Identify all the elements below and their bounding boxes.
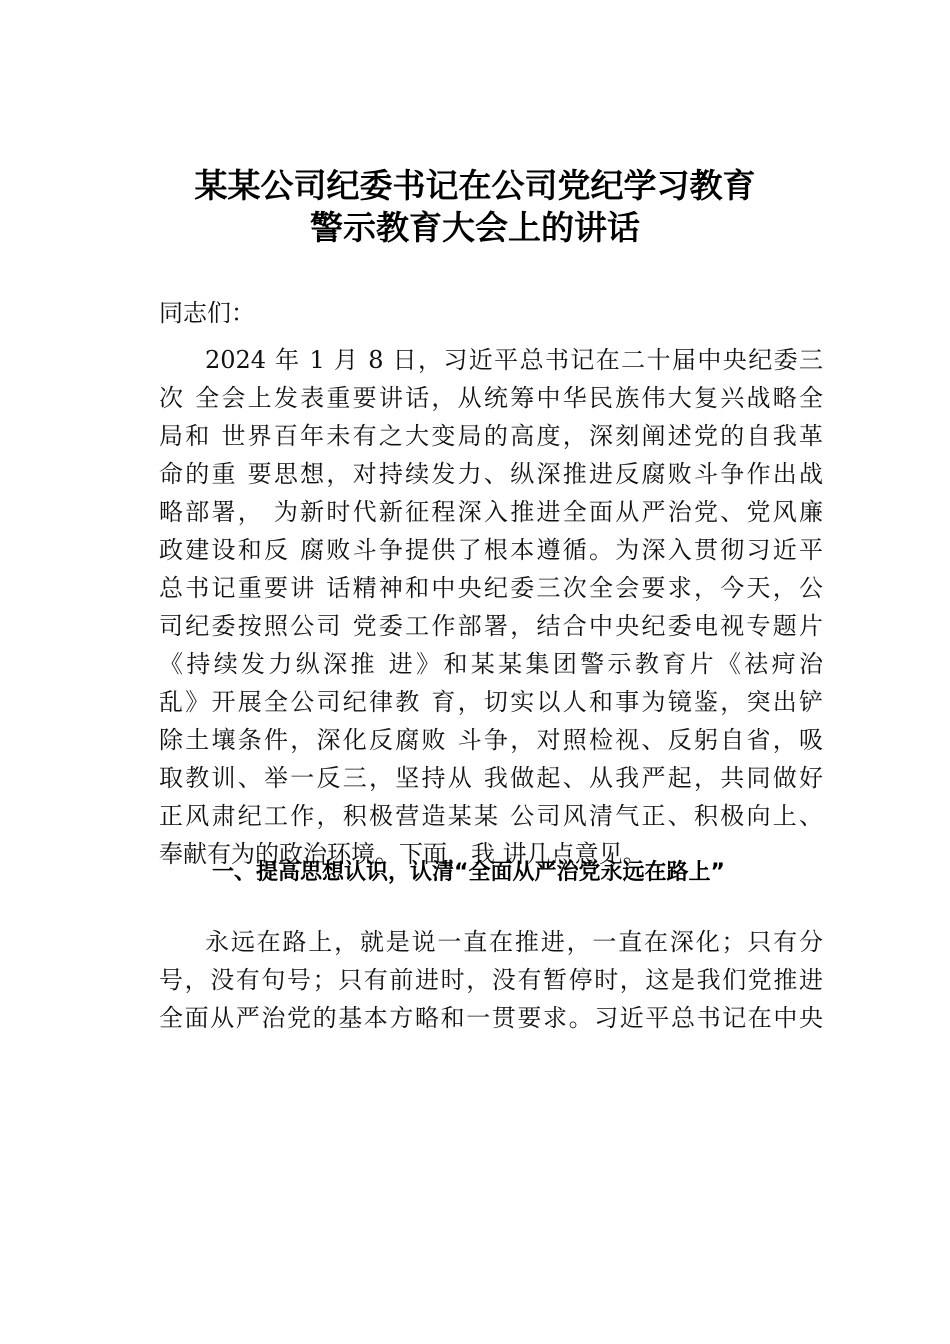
paragraph-1-line: 除土壤条件，深化反腐败 斗争，对照检视、反躬自省，吸 <box>159 726 823 754</box>
paragraph-1-line: 政建设和反 腐败斗争提供了根本遵循。为深入贯彻习近平 <box>159 536 823 564</box>
paragraph-1-line: 正风肃纪工作，积极营造某某 公司风清气正、积极向上、 <box>159 802 823 830</box>
paragraph-1-line: 司纪委按照公司 党委工作部署，结合中央纪委电视专题片 <box>159 612 823 640</box>
paragraph-2-line: 全面从严治党的基本方略和一贯要求。习近平总书记在中央 <box>159 1004 823 1032</box>
document-title-line-1: 某某公司纪委书记在公司党纪学习教育 <box>194 166 756 205</box>
paragraph-1-line: 命的重 要思想，对持续发力、纵深推进反腐败斗争作出战 <box>159 460 823 488</box>
paragraph-1-line: 略部署， 为新时代新征程深入推进全面从严治党、党风廉 <box>159 498 823 526</box>
paragraph-2-line: 永远在路上，就是说一直在推进，一直在深化；只有分 <box>205 928 823 956</box>
paragraph-1-line: 2024 年 1 月 8 日，习近平总书记在二十届中央纪委三 <box>205 346 823 374</box>
paragraph-1-line: 取教训、举一反三，坚持从 我做起、从我严起，共同做好 <box>159 764 823 792</box>
paragraph-1-line: 次 全会上发表重要讲话，从统筹中华民族伟大复兴战略全 <box>159 384 823 412</box>
paragraph-1-line: 局和 世界百年未有之大变局的高度，深刻阐述党的自我革 <box>159 422 823 450</box>
paragraph-1-line: 奉献有为的政治环境。下面，我 讲几点意见。 <box>159 840 647 868</box>
paragraph-2-line: 号，没有句号；只有前进时，没有暂停时，这是我们党推进 <box>159 966 823 994</box>
section-1-heading: 一、提高思想认识，认清“全面从严治党永远在路上” <box>212 860 725 885</box>
paragraph-1-line: 乱》开展全公司纪律教 育，切实以人和事为镜鉴，突出铲 <box>159 688 823 716</box>
document-title-line-2: 警示教育大会上的讲话 <box>310 208 640 247</box>
paragraph-1-line: 总书记重要讲 话精神和中央纪委三次全会要求，今天，公 <box>159 574 823 602</box>
paragraph-1-line: 《持续发力纵深推 进》和某某集团警示教育片《祛疴治 <box>159 650 823 678</box>
salutation: 同志们： <box>159 299 255 327</box>
